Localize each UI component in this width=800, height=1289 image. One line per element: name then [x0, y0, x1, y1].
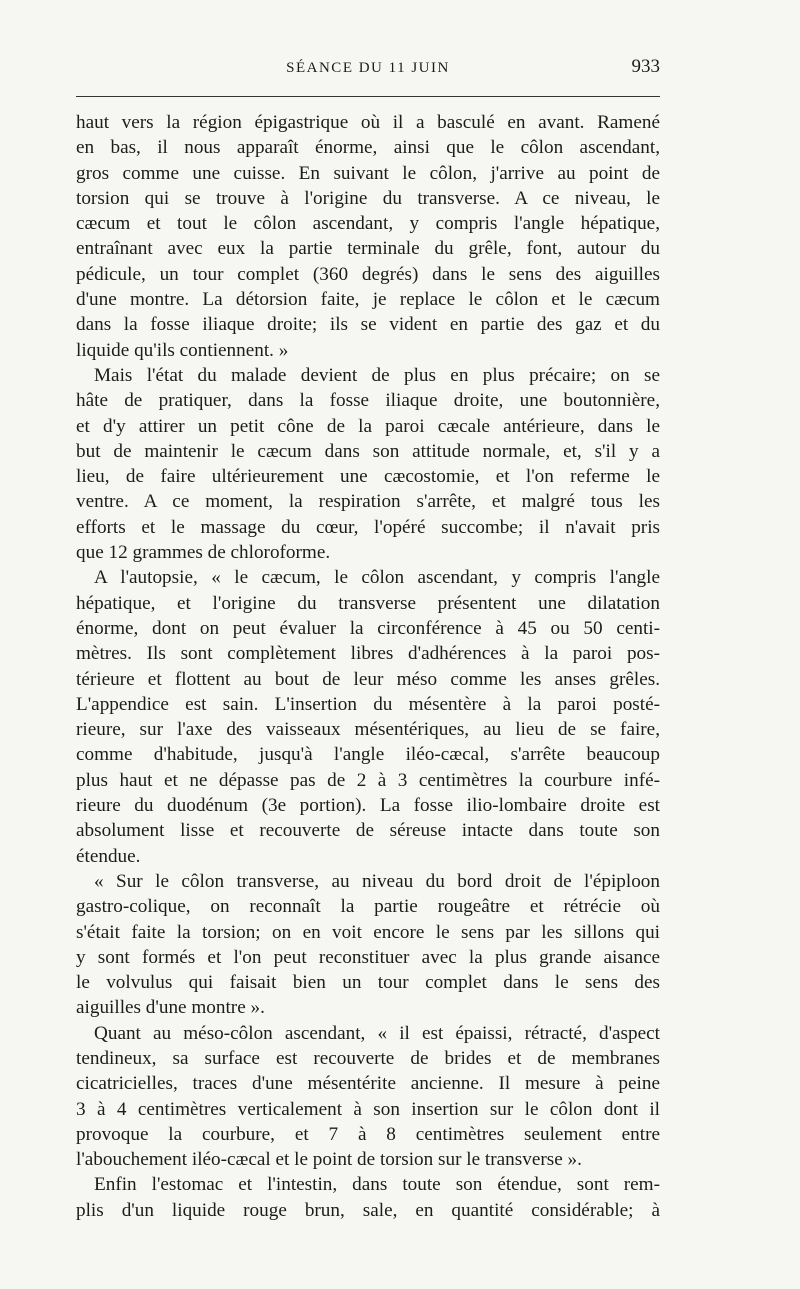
text-line: térieure et flottent au bout de leur méso comme les anses grêles.	[76, 668, 660, 690]
text-line: que 12 grammes de chloroforme.	[76, 542, 331, 564]
text-line: entraînant avec eux la partie terminale du grêle, font, autour du	[76, 238, 660, 260]
text-line: cicatricielles, traces d'une mésentérite ancienne. Il mesure à peine	[76, 1073, 660, 1095]
text-line: L'appendice est sain. L'insertion du mésentère à la paroi posté-	[76, 693, 660, 715]
text-line: Mais l'état du malade devient de plus en plus précaire; on se	[94, 364, 660, 386]
text-line: pédicule, un tour complet (360 degrés) dans le sens des aiguilles	[76, 263, 660, 285]
text-line: 3 à 4 centimètres verticalement à son insertion sur le côlon dont il	[76, 1098, 660, 1120]
text-line: A l'autopsie, « le cæcum, le côlon ascendant, y compris l'angle	[94, 567, 660, 589]
page-number: 933	[631, 56, 660, 77]
text-line: efforts et le massage du cœur, l'opéré succombe; il n'avait pris	[76, 516, 660, 538]
text-line: tendineux, sa surface est recouverte de brides et de membranes	[76, 1047, 660, 1069]
header-rule	[76, 96, 660, 97]
text-line: plus haut et ne dépasse pas de 2 à 3 centimètres la courbure infé-	[76, 769, 660, 791]
text-line: cæcum et tout le côlon ascendant, y compris l'angle hépatique,	[76, 213, 660, 235]
text-line: haut vers la région épigastrique où il a basculé en avant. Ramené	[76, 112, 660, 133]
text-line: absolument lisse et recouverte de séreuse intacte dans toute son	[76, 820, 660, 842]
text-line: gros comme une cuisse. En suivant le côlon, j'arrive au point de	[76, 162, 660, 184]
text-line: énorme, dont on peut évaluer la circonférence à 45 ou 50 centi-	[76, 617, 660, 639]
text-line: hâte de pratiquer, dans la fosse iliaque droite, une boutonnière,	[76, 390, 660, 412]
text-line: mètres. Ils sont complètement libres d'adhérences à la paroi pos-	[76, 643, 660, 665]
text-line: en bas, il nous apparaît énorme, ainsi que le côlon ascendant,	[76, 137, 660, 159]
text-line: dans la fosse iliaque droite; ils se vident en partie des gaz et du	[76, 314, 660, 336]
text-line: ventre. A ce moment, la respiration s'arrête, et malgré tous les	[76, 491, 660, 513]
text-line: torsion qui se trouve à l'origine du transverse. A ce niveau, le	[76, 187, 660, 209]
text-line: liquide qu'ils contiennent. »	[76, 339, 289, 361]
text-line: s'était faite la torsion; on en voit encore le sens par les sillons qui	[76, 921, 660, 943]
text-line: but de maintenir le cæcum dans son attitude normale, et, s'il y a	[76, 440, 660, 462]
text-line: comme d'habitude, jusqu'à l'angle iléo-cæcal, s'arrête beaucoup	[76, 744, 660, 766]
text-line: Quant au méso-côlon ascendant, « il est épaissi, rétracté, d'aspect	[94, 1022, 660, 1044]
text-line: rieure, sur l'axe des vaisseaux mésentériques, au lieu de se faire,	[76, 719, 660, 741]
text-line: y sont formés et l'on peut reconstituer avec la plus grande aisance	[76, 946, 660, 968]
running-head	[76, 56, 660, 82]
text-line: étendue.	[76, 845, 141, 867]
text-line: le volvulus qui faisait bien un tour complet dans le sens des	[76, 972, 660, 994]
text-line: hépatique, et l'origine du transverse présentent une dilatation	[76, 592, 660, 614]
body-text	[76, 110, 660, 1223]
text-line: plis d'un liquide rouge brun, sale, en quantité considérable; à	[76, 1199, 660, 1221]
text-line: d'une montre. La détorsion faite, je replace le côlon et le cæcum	[76, 289, 660, 311]
text-line: « Sur le côlon transverse, au niveau du bord droit de l'épiploon	[94, 870, 660, 892]
text-line: lieu, de faire ultérieurement une cæcostomie, et l'on referme le	[76, 466, 660, 488]
running-head-title: SÉANCE DU 11 JUIN	[286, 60, 450, 76]
text-line: Enfin l'estomac et l'intestin, dans toute son étendue, sont rem-	[94, 1174, 660, 1196]
text-line: l'abouchement iléo-cæcal et le point de torsion sur le transverse ».	[76, 1149, 582, 1171]
text-line: et d'y attirer un petit cône de la paroi cæcale antérieure, dans le	[76, 415, 660, 437]
text-line: gastro-colique, on reconnaît la partie rougeâtre et rétrécie où	[76, 896, 660, 918]
text-line: rieure du duodénum (3e portion). La fosse ilio-lombaire droite est	[76, 795, 660, 817]
text-line: provoque la courbure, et 7 à 8 centimètres seulement entre	[76, 1123, 660, 1145]
text-line: aiguilles d'une montre ».	[76, 997, 265, 1019]
